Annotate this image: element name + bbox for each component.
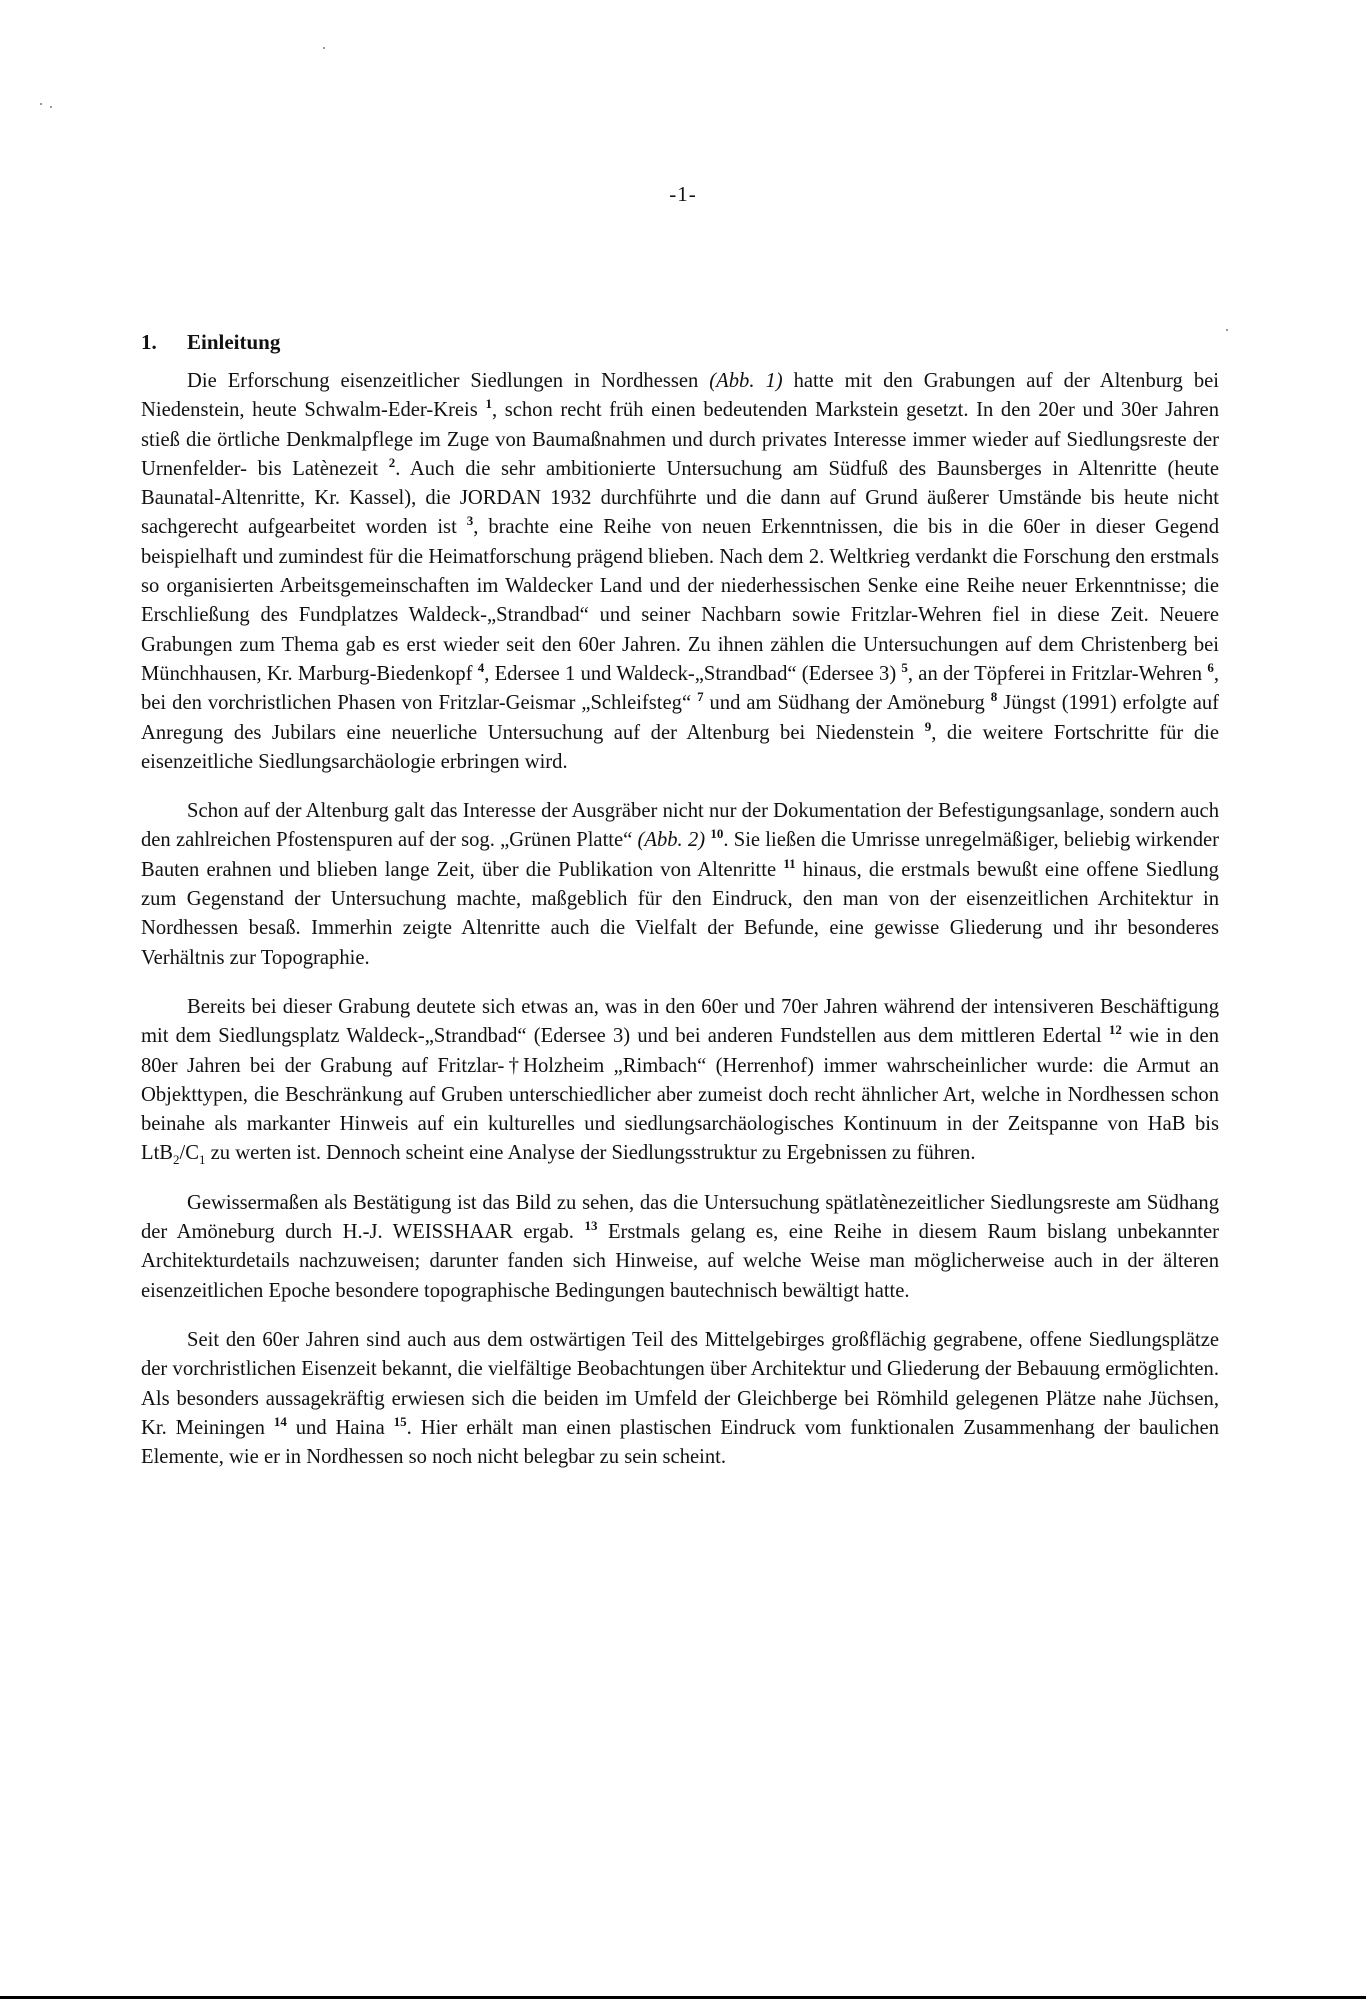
footnote-marker: 2 (388, 454, 396, 470)
text-run: . Hier erhält man einen plastischen Eindruck vom funktionalen Zusammenhang der baulichen Elemente, wie er in Nordhessen so noch nicht belegbar zu sein scheint. (141, 1416, 1219, 1469)
scan-speck (323, 47, 325, 49)
text-run: , an der Töpferei in Fritzlar-Wehren (907, 662, 1208, 685)
footnote-marker: 15 (393, 1413, 407, 1429)
footnote-marker: 11 (783, 855, 796, 871)
footnote-marker: 3 (466, 513, 474, 529)
text-run: , die weitere Fortschritte für die eisenzeitliche Siedlungsarchäologie erbringen wird. (141, 721, 1219, 773)
text-run: hatte mit den Grabungen auf der Altenburg bei Niedenstein, heute Schwalm-Eder-Kreis (141, 370, 1219, 422)
footnote-marker: 8 (990, 689, 998, 705)
text-run: Erstmals gelang es, eine Reihe in diesem Raum bislang unbekannter Architekturdetails nachzuweisen; darunter fanden sich Hinweise, auf welche Weise man möglicherweise auch in der älteren eisenzeitlichen Epoche besondere topographische Bedingungen bautechnisch bewältigt hatte. (141, 1221, 1219, 1302)
footnote-marker: 7 (697, 689, 704, 705)
text-run: Jüngst (1991) erfolgte auf Anregung des Jubilars eine neuerliche Untersuchung auf der Altenburg bei Niedenstein (141, 692, 1219, 744)
text-run: /C (179, 1142, 200, 1165)
text-run: , brachte eine Reihe von neuen Erkenntnissen, die bis in die 60er in dieser Gegend beispielhaft und zumindest für die Heimatforschung prägend blieben. Nach dem 2. Weltkrieg verdankt die Forschung den erstmals so organisierten Arbeitsgemeinschaften im Waldecker Land und der niederhessischen Senke eine Reihe neuer Erkenntnisse; die Erschließung des Fundplatzes Waldeck-„Strandbad“ und seiner Nachbarn sowie Fritzlar-Wehren fiel in diese Zeit. Neuere Grabungen zum Thema gab es erst wieder seit den 60er Jahren. Zu ihnen zählen die Untersuchungen auf dem Christenberg bei Münchhausen, Kr. Marburg-Biedenkopf (141, 516, 1219, 685)
text-run: Gewissermaßen als Bestätigung ist das Bild zu sehen, das die Untersuchung spätlatènezeitlicher Siedlungsreste am Südhang der Amöneburg durch H.-J. WEISSHAAR ergab. (141, 1191, 1219, 1244)
text-run: . Auch die sehr ambitionierte Untersuchung am Südfuß des Baunsberges in Altenritte (heute Baunatal-Altenritte, Kr. Kassel), die JORDAN 1932 durchführte und die dann auf Grund äußerer Umstände bis heute nicht sachgerecht aufgearbeitet worden ist (141, 457, 1219, 539)
subscript: 2 (173, 1152, 180, 1168)
scan-speck (1226, 329, 1228, 331)
paragraph (141, 797, 1219, 973)
figure-reference: (Abb. 1) (709, 370, 783, 392)
scan-speck (50, 106, 52, 108)
paragraph (141, 1326, 1219, 1472)
text-run: und Haina (286, 1416, 394, 1439)
text-run: , schon recht früh einen bedeutenden Markstein gesetzt. In den 20er und 30er Jahren stieß die örtliche Denkmalpflege im Zuge von Baumaßnahmen und durch privates Interesse immer wieder auf Siedlungsreste der Urnenfelder- bis Latènezeit (141, 399, 1219, 480)
footnote-marker: 9 (924, 718, 932, 734)
text-run: Seit den 60er Jahren sind auch aus dem ostwärtigen Teil des Mittelgebirges großflächig gegrabene, offene Siedlungsplätze der vorchristlichen Eisenzeit bekannt, die vielfältige Beobachtungen über Architektur und Gliederung der Bebauung ermöglichten. Als besonders aussagekräftig erwiesen sich die beiden im Umfeld der Gleichberge bei Römhild gelegenen Plätze nahe Jüchsen, Kr. Meiningen (141, 1328, 1219, 1439)
text-run: Bereits bei dieser Grabung deutete sich etwas an, was in den 60er und 70er Jahren während der intensiveren Beschäftigung mit dem Siedlungsplatz Waldeck-„Strandbad“ (Edersee 3) und bei anderen Fundstellen aus dem mittleren Edertal (141, 995, 1219, 1048)
footnote-marker: 6 (1207, 659, 1214, 675)
text-body (141, 330, 1219, 1492)
footnote-marker: 13 (584, 1218, 598, 1234)
section-heading (141, 330, 1219, 355)
footnote-marker: 10 (710, 826, 724, 842)
paragraph-list (141, 367, 1219, 1472)
text-run: . Sie ließen die Umrisse unregelmäßiger, beliebig wirkender Bauten erahnen und blieben lange Zeit, über die Publikation von Altenritte (141, 829, 1219, 881)
footnote-marker: 5 (901, 659, 908, 675)
text-run: und am Südhang der Amöneburg (703, 692, 991, 715)
footnote-marker: 12 (1108, 1022, 1122, 1038)
footnote-marker: 14 (273, 1413, 287, 1429)
scan-speck (40, 103, 42, 105)
text-run: wie in den 80er Jahren bei der Grabung auf Fritzlar-†Holzheim „Rimbach“ (Herrenhof) immer wahrscheinlicher wurde: die Armut an Objekttypen, die Beschränkung auf Gruben unterschiedlicher aber zumeist doch recht ähnlicher Art, welche in Nordhessen schon beinahe als markanter Hinweis auf ein kulturelles und siedlungsarchäologisches Kontinuum in der Zeitspanne von HaB bis LtB (141, 1025, 1219, 1165)
text-run: hinaus, die erstmals bewußt eine offene Siedlung zum Gegenstand der Untersuchung machte, maßgeblich für den Eindruck, den man von der eisenzeitlichen Architektur in Nordhessen besaß. Immerhin zeigte Altenritte auch die Vielfalt der Befunde, eine gewisse Gliederung und ihr besonderes Verhältnis zur Topographie. (141, 858, 1219, 969)
text-run: Schon auf der Altenburg galt das Interesse der Ausgräber nicht nur der Dokumentation der Befestigungsanlage, sondern auch den zahlreichen Pfostenspuren auf der sog. „Grünen Platte“ (141, 800, 1219, 852)
subscript: 1 (199, 1152, 206, 1168)
footnote-marker: 4 (477, 659, 485, 675)
text-run: zu werten ist. Dennoch scheint eine Analyse der Siedlungsstruktur zu Ergebnissen zu führen. (205, 1142, 976, 1165)
text-run: Die Erforschung eisenzeitlicher Siedlungen in Nordhessen (187, 370, 710, 392)
figure-reference: (Abb. 2) (637, 829, 706, 852)
paragraph (141, 993, 1219, 1169)
text-run: , bei den vorchristlichen Phasen von Fritzlar-Geismar „Schleifsteg“ (141, 662, 1220, 715)
paragraph (141, 367, 1219, 777)
section-number: 1. (141, 330, 157, 354)
section-title: Einleitung (187, 330, 281, 354)
paragraph (141, 1189, 1219, 1306)
text-run: , Edersee 1 und Waldeck-„Strandbad“ (Edersee 3) (484, 662, 902, 685)
footnote-marker: 1 (485, 396, 492, 412)
page-number: -1- (669, 182, 697, 206)
